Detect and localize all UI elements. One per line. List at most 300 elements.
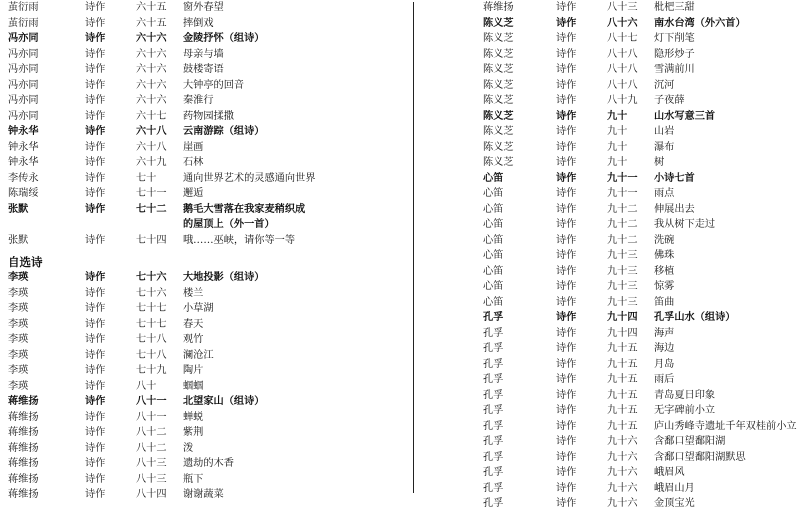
entry-title: 秦淮行: [183, 95, 214, 106]
entry-genre: 诗作: [556, 64, 577, 75]
toc-entry: [483, 16, 800, 32]
entry-genre: 诗作: [556, 188, 577, 199]
toc-entry: [483, 388, 800, 404]
entry-author: 李瑛: [8, 303, 29, 314]
entry-author: 李瑛: [8, 271, 29, 283]
entry-title: 雪满前川: [654, 64, 695, 75]
entry-page: 九十三: [607, 296, 638, 308]
entry-page: 七十九: [136, 365, 167, 376]
entry-genre: 诗作: [556, 33, 577, 44]
entry-page: 八十: [136, 380, 157, 392]
entry-genre: 诗作: [556, 436, 577, 447]
entry-title: 月岛: [654, 358, 675, 370]
entry-genre: 诗作: [85, 365, 106, 376]
entry-title: 隐形炒子: [654, 48, 695, 60]
entry-genre: 诗作: [85, 395, 106, 407]
toc-entry: [483, 450, 800, 466]
toc-entry: [483, 326, 800, 342]
entry-title: 含鄱口望鄱阳湖: [654, 436, 726, 447]
entry-title: 蝈蝈: [183, 380, 204, 392]
entry-page: 九十四: [607, 311, 638, 323]
toc-entry: [483, 357, 800, 373]
entry-title: 沉河: [654, 79, 675, 91]
entry-author: 陈瑞绥: [8, 188, 39, 199]
entry-page: 八十三: [136, 473, 167, 485]
entry-page: 九十五: [607, 389, 638, 401]
entry-title: 石林: [183, 157, 204, 168]
entry-title: 海声: [654, 327, 675, 339]
entry-page: 八十六: [607, 16, 638, 29]
entry-title: 遗劫的木香: [183, 458, 234, 469]
entry-genre: 诗作: [556, 281, 577, 292]
entry-genre: 诗作: [556, 498, 577, 509]
entry-author: 冯亦同: [8, 95, 39, 106]
toc-entry: [483, 217, 800, 233]
toc-entry: [8, 348, 396, 364]
entry-page: 七十七: [136, 318, 167, 330]
toc-entry: [483, 93, 800, 109]
entry-author: 蒋维扬: [8, 427, 39, 438]
entry-author: 心笛: [483, 171, 504, 184]
entry-page: 七十四: [136, 234, 167, 246]
entry-page: 九十: [607, 126, 628, 137]
entry-author: 钟永华: [8, 125, 39, 137]
toc-entry: [8, 410, 396, 426]
toc-entry: [483, 47, 800, 63]
entry-title: 我从树下走过: [654, 219, 716, 230]
entry-genre: 诗作: [556, 16, 577, 29]
entry-title: 澜沧江: [183, 349, 214, 361]
entry-title: 摔倒戏: [183, 17, 214, 29]
entry-page: 八十二: [136, 442, 167, 454]
entry-author: 李瑛: [8, 318, 29, 330]
entry-author: 心笛: [483, 281, 504, 292]
right-column: [483, 0, 800, 512]
entry-genre: 诗作: [556, 451, 577, 463]
entry-page: 六十六: [136, 64, 167, 75]
entry-author: 蒋维扬: [8, 442, 39, 454]
toc-entry: [8, 155, 396, 171]
entry-author: 陈义芝: [483, 109, 514, 122]
entry-author: 孔孚: [483, 420, 504, 432]
toc-entry: [483, 403, 800, 419]
entry-genre: 诗作: [85, 380, 106, 392]
entry-title: 峨眉山月: [654, 482, 695, 494]
entry-page: 七十八: [136, 349, 167, 361]
entry-genre: 诗作: [85, 473, 106, 485]
entry-author: 蒋维扬: [8, 458, 39, 469]
entry-title-continued: 的屋顶上（外一首）: [183, 218, 275, 230]
toc-entry: [8, 332, 396, 348]
entry-title: 小草湖: [183, 303, 214, 314]
entry-page: 八十七: [607, 33, 638, 44]
toc-entry: [8, 47, 396, 63]
entry-author: 孔孚: [483, 436, 504, 447]
entry-genre: 诗作: [85, 2, 106, 13]
entry-title: 陶片: [183, 365, 204, 376]
entry-genre: 诗作: [556, 219, 577, 230]
entry-title: 哦……巫峡，请你等一等: [183, 234, 296, 246]
entry-page: 六十五: [136, 17, 167, 29]
entry-page: 七十二: [136, 202, 167, 215]
entry-author: 李瑛: [8, 365, 29, 376]
toc-entry: [8, 441, 396, 457]
entry-genre: 诗作: [85, 234, 106, 246]
toc-entry: [483, 109, 800, 125]
entry-page: 九十五: [607, 420, 638, 432]
entry-genre: 诗作: [85, 303, 106, 314]
entry-page: 九十: [607, 109, 628, 122]
entry-page: 九十一: [607, 171, 638, 184]
entry-page: 七十一: [136, 188, 167, 199]
entry-genre: 诗作: [85, 125, 106, 137]
toc-entry: [8, 379, 396, 395]
toc-entry: [8, 363, 396, 379]
entry-author: 张默: [8, 234, 29, 246]
entry-genre: 诗作: [85, 32, 106, 44]
entry-genre: 诗作: [85, 318, 106, 330]
entry-page: 六十六: [136, 48, 167, 60]
entry-title: 云南游踪（组诗）: [183, 125, 265, 137]
entry-genre: 诗作: [85, 271, 106, 283]
entry-page: 六十九: [136, 157, 167, 168]
entry-title: 无字碑前小立: [654, 405, 716, 416]
entry-page: 九十三: [607, 265, 638, 277]
entry-page: 九十: [607, 157, 628, 168]
entry-genre: 诗作: [85, 442, 106, 454]
entry-author: 心笛: [483, 265, 504, 277]
entry-genre: 诗作: [556, 109, 577, 122]
toc-entry: [483, 310, 800, 326]
entry-author: 孔孚: [483, 498, 504, 509]
entry-author: 孔孚: [483, 311, 504, 323]
toc-entry: [8, 425, 396, 441]
entry-author: 孔孚: [483, 482, 504, 494]
toc-entry: [483, 186, 800, 202]
entry-genre: 诗作: [85, 188, 106, 199]
entry-page: 九十五: [607, 358, 638, 370]
toc-entry: [483, 0, 800, 16]
entry-genre: 诗作: [85, 95, 106, 106]
entry-author: 孔孚: [483, 405, 504, 416]
entry-title: 佛珠: [654, 250, 675, 261]
entry-genre: 诗作: [556, 358, 577, 370]
entry-genre: 诗作: [85, 349, 106, 361]
entry-genre: 诗作: [556, 126, 577, 137]
entry-title: 南水台湾（外六首）: [654, 16, 746, 29]
entry-author: 陈义芝: [483, 141, 514, 153]
entry-title: 崖画: [183, 141, 204, 153]
entry-genre: 诗作: [85, 458, 106, 469]
entry-genre: 诗作: [85, 79, 106, 91]
column-divider: [413, 2, 414, 493]
entry-page: 七十: [136, 172, 157, 184]
entry-title: 春天: [183, 318, 204, 330]
toc-entry: [483, 295, 800, 311]
entry-title: 青岛夏日印象: [654, 389, 716, 401]
toc-entry: [483, 233, 800, 249]
entry-genre: 诗作: [556, 389, 577, 401]
entry-author: 钟永华: [8, 141, 39, 153]
toc-entry: [8, 456, 396, 472]
entry-genre: 诗作: [556, 48, 577, 60]
entry-title: 灯下削笔: [654, 33, 695, 44]
toc-entry: [483, 31, 800, 47]
entry-genre: 诗作: [556, 265, 577, 277]
entry-title: 孔孚山水（组诗）: [654, 311, 736, 323]
entry-genre: 诗作: [85, 17, 106, 29]
entry-page: 八十八: [607, 64, 638, 75]
toc-entry: [483, 372, 800, 388]
entry-author: 蒋维扬: [8, 473, 39, 485]
toc-entry: [8, 0, 396, 16]
entry-author: 孔孚: [483, 343, 504, 354]
toc-entry: [483, 279, 800, 295]
entry-author: 孔孚: [483, 467, 504, 478]
entry-genre: 诗作: [85, 334, 106, 345]
entry-title: 庐山秀峰寺遗址千年双桂前小立: [654, 420, 797, 432]
entry-page: 六十六: [136, 79, 167, 91]
entry-page: 七十六: [136, 271, 167, 283]
entry-title: 观竹: [183, 334, 204, 345]
entry-title: 枇杷三甜: [654, 2, 695, 13]
entry-title: 子夜薛: [654, 95, 685, 106]
entry-author: 冯亦同: [8, 79, 39, 91]
entry-author: 孔孚: [483, 327, 504, 339]
entry-author: 蒋维扬: [8, 395, 39, 407]
entry-genre: 诗作: [85, 411, 106, 423]
entry-page: 六十七: [136, 110, 167, 122]
entry-author: 陈义芝: [483, 16, 514, 29]
entry-genre: 诗作: [556, 467, 577, 478]
toc-entry: [483, 140, 800, 156]
entry-page: 九十二: [607, 234, 638, 246]
entry-title: 雨后: [654, 374, 675, 385]
entry-page: 六十八: [136, 141, 167, 153]
entry-title: 紫荆: [183, 427, 204, 438]
entry-page: 六十五: [136, 2, 167, 13]
entry-title: 蝉蜕: [183, 411, 204, 423]
toc-entry: [483, 341, 800, 357]
entry-author: 李瑛: [8, 380, 29, 392]
entry-author: 孔孚: [483, 358, 504, 370]
entry-title: 通向世界艺术的灵感通向世界: [183, 172, 316, 184]
entry-author: 心笛: [483, 296, 504, 308]
entry-title: 金陵抒怀（组诗）: [183, 32, 265, 44]
entry-page: 九十四: [607, 327, 638, 339]
entry-page: 八十二: [136, 427, 167, 438]
entry-author: 冯亦同: [8, 64, 39, 75]
entry-page: 九十六: [607, 482, 638, 494]
toc-entry: [8, 472, 396, 488]
entry-page: 九十五: [607, 343, 638, 354]
toc-entry: [8, 317, 396, 333]
entry-title: 峨眉风: [654, 467, 685, 478]
toc-entry: [483, 202, 800, 218]
entry-author: 陈义芝: [483, 33, 514, 44]
entry-author: 孔孚: [483, 389, 504, 401]
entry-author: 心笛: [483, 188, 504, 199]
entry-page: 六十六: [136, 32, 167, 44]
entry-author: 冯亦同: [8, 110, 39, 122]
toc-entry: [8, 16, 396, 32]
entry-author: 陈义芝: [483, 48, 514, 60]
entry-genre: 诗作: [556, 482, 577, 494]
toc-entry: [483, 434, 800, 450]
entry-author: 李瑛: [8, 334, 29, 345]
entry-genre: 诗作: [556, 420, 577, 432]
section-heading: 自选诗: [8, 255, 43, 269]
entry-genre: 诗作: [85, 157, 106, 168]
toc-entry: [483, 171, 800, 187]
entry-title: 树: [654, 157, 665, 168]
entry-genre: 诗作: [85, 110, 106, 122]
entry-page: 九十五: [607, 405, 638, 416]
entry-title: 大地投影（组诗）: [183, 271, 265, 283]
entry-genre: 诗作: [556, 79, 577, 91]
toc-entry: [8, 124, 396, 140]
entry-author: 心笛: [483, 250, 504, 261]
entry-page: 九十五: [607, 374, 638, 385]
entry-title: 笛曲: [654, 296, 675, 308]
entry-title: 海边: [654, 343, 675, 354]
entry-author: 陈义芝: [483, 126, 514, 137]
entry-page: 八十四: [136, 489, 167, 500]
entry-page: 七十八: [136, 334, 167, 345]
toc-entry: [8, 78, 396, 94]
entry-author: 钟永华: [8, 157, 39, 168]
entry-genre: 诗作: [556, 157, 577, 168]
entry-page: 八十一: [136, 411, 167, 423]
entry-author: 李瑛: [8, 349, 29, 361]
toc-entry: [483, 264, 800, 280]
toc-entry: [483, 155, 800, 171]
entry-title: 惊雾: [654, 281, 675, 292]
toc-entry: [483, 465, 800, 481]
entry-genre: 诗作: [556, 171, 577, 184]
entry-page: 六十六: [136, 95, 167, 106]
toc-entry: [8, 286, 396, 302]
toc-entry: [8, 394, 396, 410]
entry-genre: 诗作: [85, 172, 106, 184]
toc-entry: [483, 78, 800, 94]
entry-title: 金顶宝光: [654, 498, 695, 509]
entry-title: 母亲与墙: [183, 48, 224, 60]
toc-entry: [483, 248, 800, 264]
entry-title: 鹅毛大雪落在我家麦稍织成: [183, 202, 306, 215]
toc-entry: [483, 496, 800, 512]
entry-genre: 诗作: [556, 343, 577, 354]
entry-page: 八十一: [136, 395, 167, 407]
entry-genre: 诗作: [85, 489, 106, 500]
entry-title: 伸展出去: [654, 203, 695, 215]
entry-page: 九十一: [607, 188, 638, 199]
right-entries: [483, 0, 800, 512]
entry-author: 孔孚: [483, 451, 504, 463]
toc-entry: [8, 31, 396, 47]
entry-page: 九十二: [607, 203, 638, 215]
entry-title: 小诗七首: [654, 171, 695, 184]
entry-author: 孔孚: [483, 374, 504, 385]
entry-page: 六十八: [136, 125, 167, 137]
entry-genre: 诗作: [556, 296, 577, 308]
entry-page: 九十三: [607, 281, 638, 292]
entry-genre: 诗作: [556, 250, 577, 261]
entry-author: 茧衍雨: [8, 2, 39, 13]
entry-author: 陈义芝: [483, 79, 514, 91]
entry-title: 楼兰: [183, 287, 204, 299]
entry-title: 山岩: [654, 126, 675, 137]
entry-title: 雨点: [654, 188, 675, 199]
entry-author: 冯亦同: [8, 48, 39, 60]
left-entries: [8, 0, 396, 248]
entry-page: 八十八: [607, 79, 638, 91]
entry-page: 九十六: [607, 467, 638, 478]
entry-title: 含鄱口望鄱阳湖默思: [654, 451, 746, 463]
entry-page: 九十: [607, 141, 628, 153]
entry-author: 李传永: [8, 172, 39, 184]
entry-genre: 诗作: [556, 141, 577, 153]
toc-entry: [483, 481, 800, 497]
toc-entry: [8, 301, 396, 317]
entry-title: 药物园揉撒: [183, 110, 234, 122]
toc-entry: [8, 171, 396, 187]
toc-entry: [8, 186, 396, 202]
entry-author: 陈义芝: [483, 64, 514, 75]
entry-genre: 诗作: [556, 374, 577, 385]
entry-genre: 诗作: [85, 64, 106, 75]
toc-entry: [483, 124, 800, 140]
entry-title: 洗碗: [654, 234, 675, 246]
entry-page: 九十三: [607, 250, 638, 261]
entry-page: 九十六: [607, 436, 638, 447]
entry-genre: 诗作: [85, 141, 106, 153]
entry-title: 谢谢蔬菜: [183, 489, 224, 500]
toc-entry: [8, 62, 396, 78]
entry-page: 九十六: [607, 451, 638, 463]
entry-title: 大钟亭的回音: [183, 79, 245, 91]
entry-genre: 诗作: [556, 405, 577, 416]
entry-genre: 诗作: [85, 48, 106, 60]
entry-genre: 诗作: [556, 2, 577, 13]
entry-title: 山水写意三首: [654, 109, 716, 122]
entry-page: 八十三: [136, 458, 167, 469]
entry-author: 心笛: [483, 203, 504, 215]
entry-page: 七十七: [136, 303, 167, 314]
entry-genre: 诗作: [85, 202, 106, 215]
toc-entry: [483, 62, 800, 78]
entry-page: 七十六: [136, 287, 167, 299]
toc-entry: [8, 233, 396, 249]
entry-genre: 诗作: [556, 311, 577, 323]
entry-page: 八十八: [607, 48, 638, 60]
entry-author: 李瑛: [8, 287, 29, 299]
toc-entry: [8, 140, 396, 156]
entry-page: 八十九: [607, 95, 638, 106]
entry-author: 冯亦同: [8, 32, 39, 44]
toc-entry: [8, 93, 396, 109]
entry-title: 鼓楼寄语: [183, 64, 224, 75]
entry-title: 窗外春望: [183, 2, 224, 13]
entry-title: 北望家山（组诗）: [183, 395, 265, 407]
entry-author: 蒋维扬: [8, 489, 39, 500]
entry-page: 九十二: [607, 219, 638, 230]
entry-author: 蒋维扬: [8, 411, 39, 423]
left-column: [8, 0, 396, 503]
entry-title: 瓶下: [183, 473, 204, 485]
entry-author: 心笛: [483, 234, 504, 246]
entry-genre: 诗作: [556, 95, 577, 106]
